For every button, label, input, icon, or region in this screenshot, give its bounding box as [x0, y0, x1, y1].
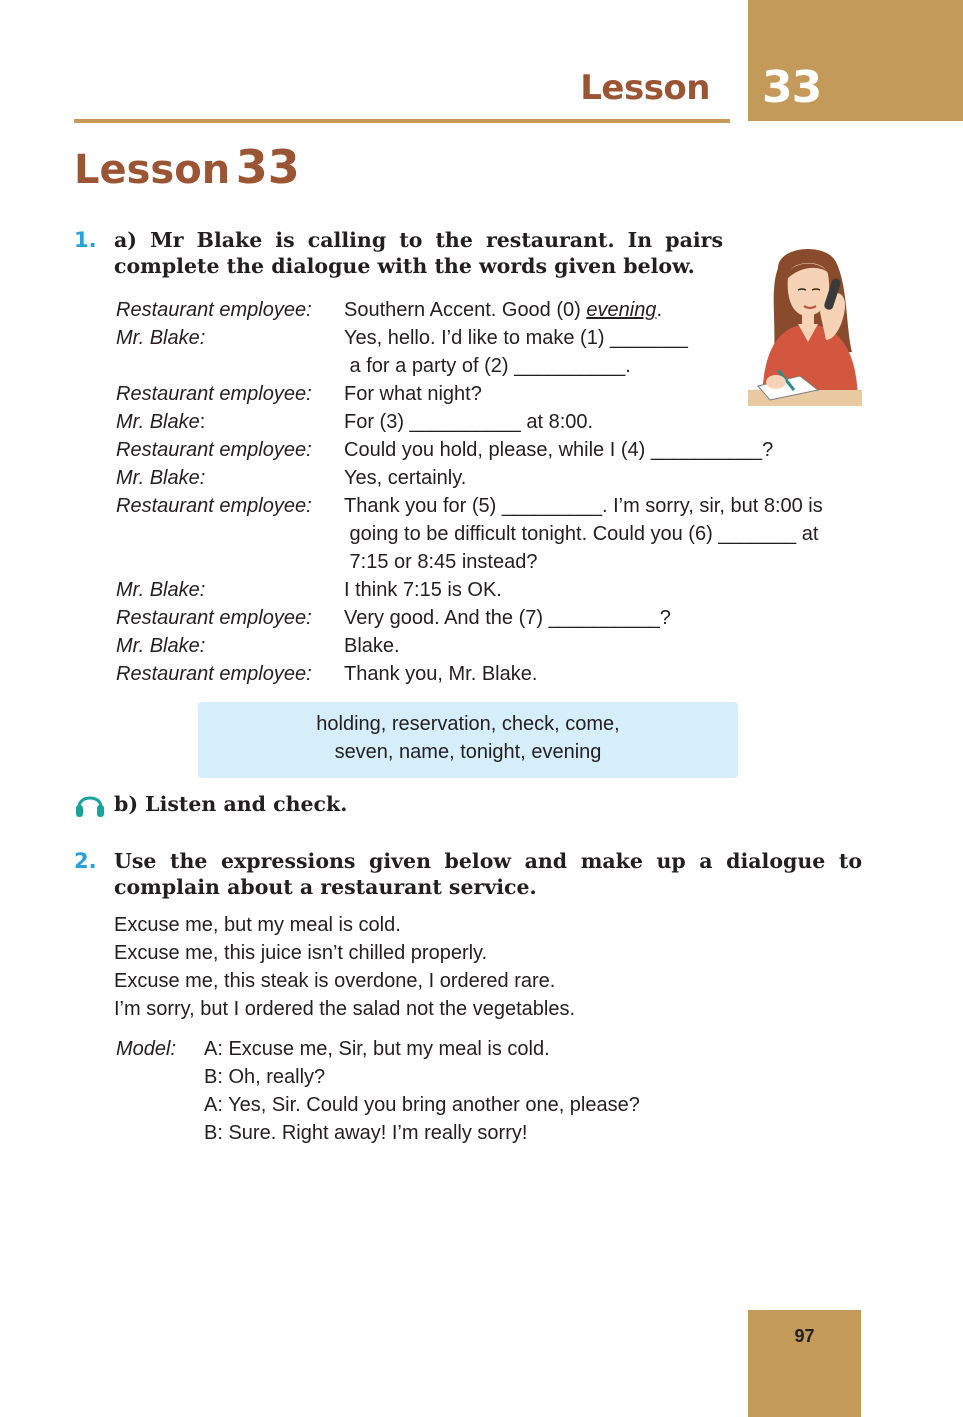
- utterance: Thank you for (5) _________. I’m sorry, sir, but 8:00 is: [344, 495, 823, 517]
- expression: Excuse me, but my meal is cold.: [114, 914, 401, 936]
- dialogue-line: [116, 408, 876, 436]
- dialogue: [116, 296, 876, 688]
- dialogue-line: [116, 660, 876, 688]
- headphones-icon: [74, 787, 106, 819]
- utterance: For (3) __________ at 8:00.: [344, 411, 594, 433]
- page-number: 97: [794, 1326, 815, 1346]
- utterance: Blake.: [344, 635, 400, 657]
- title-word: Lesson: [74, 147, 231, 193]
- word-box-line: holding, reservation, check, come,: [316, 713, 620, 735]
- exercise-1-part-b: b) Listen and check.: [114, 792, 348, 816]
- utterance: going to be difficult tonight. Could you (6) _______ at: [344, 523, 819, 545]
- expression: Excuse me, this steak is overdone, I ordered rare.: [114, 970, 556, 992]
- utterance: Southern Accent. Good (0) evening.: [344, 299, 662, 321]
- word-box: [198, 702, 738, 778]
- exercise-2-number: 2.: [74, 849, 97, 873]
- utterance: Very good. And the (7) __________?: [344, 607, 671, 629]
- speaker: Restaurant employee:: [116, 439, 312, 461]
- model-line: A: Yes, Sir. Could you bring another one, please?: [204, 1094, 640, 1116]
- header-rule: [74, 119, 730, 123]
- dialogue-line: [116, 436, 876, 464]
- speaker: Restaurant employee:: [116, 607, 312, 629]
- speaker: Mr. Blake:: [116, 411, 206, 433]
- speaker: Mr. Blake:: [116, 635, 206, 657]
- utterance: Thank you, Mr. Blake.: [344, 663, 538, 685]
- dialogue-line: [116, 520, 876, 548]
- dialogue-line: [116, 576, 876, 604]
- speaker: Restaurant employee:: [116, 299, 312, 321]
- model-label: Model:: [116, 1038, 177, 1060]
- speaker: Restaurant employee:: [116, 383, 312, 405]
- word-box-line: seven, name, tonight, evening: [334, 741, 602, 763]
- dialogue-line: [116, 548, 876, 576]
- dialogue-line: [116, 604, 876, 632]
- speaker: Restaurant employee:: [116, 495, 312, 517]
- dialogue-line: [116, 492, 876, 520]
- speaker: [116, 548, 344, 576]
- dialogue-line: [116, 296, 876, 324]
- utterance: I think 7:15 is OK.: [344, 579, 502, 601]
- expressions-list: [114, 911, 575, 1023]
- utterance: 7:15 or 8:45 instead?: [344, 551, 538, 573]
- utterance: For what night?: [344, 383, 482, 405]
- utterance: Yes, certainly.: [344, 467, 467, 489]
- page-title: [74, 140, 300, 194]
- exercise-2-instruction: Use the expressions given below and make up a dialogue to complain about a restaurant service.: [114, 849, 862, 899]
- speaker: Mr. Blake:: [116, 467, 206, 489]
- expression: Excuse me, this juice isn’t chilled properly.: [114, 942, 488, 964]
- speaker: Mr. Blake:: [116, 579, 206, 601]
- model-line: A: Excuse me, Sir, but my meal is cold.: [204, 1038, 550, 1060]
- exercise-1-number: 1.: [74, 228, 97, 252]
- example-answer: evening: [586, 299, 657, 321]
- utterance: Could you hold, please, while I (4) __________?: [344, 439, 774, 461]
- dialogue-line: [116, 324, 876, 352]
- dialogue-line: [116, 632, 876, 660]
- expression: I’m sorry, but I ordered the salad not the vegetables.: [114, 998, 575, 1020]
- dialogue-line: [116, 352, 876, 380]
- dialogue-line: [116, 380, 876, 408]
- title-number: 33: [235, 140, 300, 194]
- model-dialogue: [204, 1035, 640, 1147]
- speaker: Restaurant employee:: [116, 663, 312, 685]
- model-line: B: Sure. Right away! I’m really sorry!: [204, 1122, 528, 1144]
- speaker: [116, 352, 344, 380]
- model-line: B: Oh, really?: [204, 1066, 326, 1088]
- utterance: a for a party of (2) __________.: [344, 355, 631, 377]
- header-lesson-number: 33: [762, 62, 822, 113]
- exercise-1-instruction: a) Mr Blake is calling to the restaurant. In pairs complete the dialogue with the words given below.: [114, 228, 723, 278]
- utterance: Yes, hello. I’d like to make (1) _______: [344, 327, 688, 349]
- speaker: [116, 520, 344, 548]
- speaker: Mr. Blake:: [116, 327, 206, 349]
- dialogue-line: [116, 464, 876, 492]
- header-lesson-word: Lesson: [580, 68, 710, 108]
